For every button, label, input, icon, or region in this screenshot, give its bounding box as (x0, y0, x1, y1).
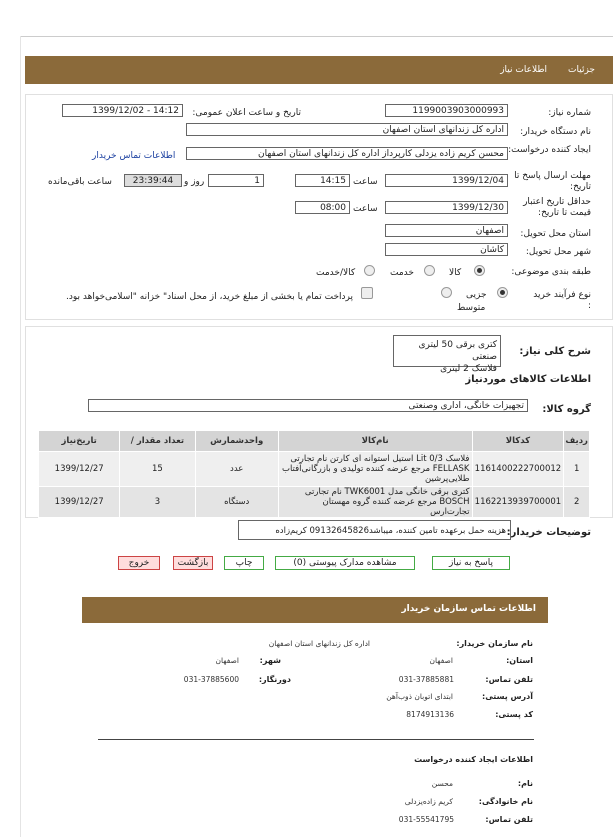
tab-details[interactable]: جزئیات (568, 65, 595, 75)
price-validity-label: حداقل تاریخ اعتبار قیمت تا تاریخ: (523, 197, 591, 218)
row-qty: 15 (120, 452, 195, 487)
table-row (39, 487, 590, 518)
validity-time-label: ساعت (353, 204, 378, 214)
summary-box (393, 335, 501, 374)
summary-label: شرح کلی نیاز: (519, 346, 591, 357)
org-value: اداره کل زندانهای استان اصفهان (268, 639, 370, 648)
contact-title: اطلاعات تماس سازمان خریدار (401, 604, 536, 614)
row-unit: عدد (195, 452, 278, 487)
requester-field: محسن کریم زاده یزدلی کارپرداز اداره کل زندانهای استان اصفهان (186, 147, 508, 160)
payment-note: پرداخت تمام یا بخشی از مبلغ خرید، از محل اسناد" خزانه "اسلامی‌خواهد بود. (65, 292, 353, 302)
col-index: ردیف (564, 431, 590, 452)
phone-value: 031-37885881 (398, 675, 454, 684)
goods-table-header (39, 431, 590, 452)
delivery-province-field: اصفهان (385, 224, 508, 237)
buyer-contact-link[interactable]: اطلاعات تماس خریدار (92, 151, 176, 161)
announce-field: 1399/12/02 - 14:12 (62, 104, 183, 117)
phone-label: تلفن تماس: (485, 675, 533, 684)
delivery-city-label: شهر محل تحویل: (525, 247, 591, 257)
col-qty: تعداد مقدار / (120, 431, 195, 452)
row-name: کتری برقی خانگی مدل TWK6001 نام تجارتی BOSCH مرجع عرضه کننده گروه مهستان تجارت‌ارس (278, 487, 472, 518)
goods-table (38, 430, 590, 518)
contact-header-bar (82, 597, 548, 623)
process-option-minor: جزیی (466, 290, 487, 300)
treasury-payment-checkbox[interactable] (361, 287, 373, 299)
header-bar (25, 56, 613, 84)
category-option-service: خدمت (390, 268, 414, 278)
row-date: 1399/12/27 (39, 487, 120, 518)
remaining-time-field: 23:39:44 (124, 174, 182, 187)
buyer-org-field: اداره کل زندانهای استان اصفهان (186, 123, 508, 136)
col-name: نام‌کالا (278, 431, 472, 452)
family-label: نام خانوادگی: (478, 797, 533, 806)
address-label: آدرس پستی: (482, 692, 533, 701)
table-row (39, 452, 590, 487)
city-label: شهر: (259, 656, 281, 665)
exit-button[interactable]: خروج (118, 556, 160, 570)
category-label: طبقه بندی موضوعی: (511, 267, 591, 277)
reply-deadline-label: مهلت ارسال پاسخ تا تاریخ: (514, 171, 591, 192)
row-name: فلاسک Lit 0/3 استیل استوانه ای کارتن نام تجارتی FELLASK مرجع عرضه کننده تولیدی و بازرگانی‌آفتاب طلایی‌پرشین (278, 452, 472, 487)
row-code: 1161400222700012 (472, 452, 564, 487)
goods-group-label: گروه کالا: (542, 404, 591, 415)
contact-divider (98, 739, 534, 740)
category-option-goods: کالا (449, 268, 462, 278)
tab-need-info[interactable]: اطلاعات نیاز (500, 65, 547, 75)
view-docs-button[interactable]: مشاهده مدارک پیوستی (0) (275, 556, 415, 570)
process-radio-minor[interactable] (497, 287, 508, 298)
row-unit: دستگاه (195, 487, 278, 518)
org-label: نام سازمان خریدار: (456, 639, 533, 648)
category-radio-service[interactable] (424, 265, 435, 276)
need-number-label: شماره نیاز: (548, 108, 591, 118)
row-qty: 3 (120, 487, 195, 518)
category-radio-both[interactable] (364, 265, 375, 276)
province-value: اصفهان (429, 656, 453, 665)
family-value: کریم زاده‌یزدلی (404, 797, 453, 806)
category-radio-goods[interactable] (474, 265, 485, 276)
row-index: 2 (564, 487, 590, 518)
need-number-field: 1199003903000993 (385, 104, 508, 117)
col-code: کدکالا (472, 431, 564, 452)
summary-line-1: کتری برقی 50 لیتری صنعتی (418, 340, 497, 362)
process-radio-medium[interactable] (441, 287, 452, 298)
buyer-notes-box: هزینه حمل برعهده تامین کننده، میباشد09132645826 کریم‌زاده (238, 520, 511, 540)
goods-section-title: اطلاعات کالاهای موردنیاز (465, 374, 591, 385)
validity-date-field: 1399/12/30 (385, 201, 508, 214)
name-label: نام: (517, 779, 533, 788)
print-button[interactable]: چاپ (224, 556, 264, 570)
left-border (20, 36, 21, 837)
city-value: اصفهان (215, 656, 239, 665)
col-date: تاریخ‌نیاز (39, 431, 120, 452)
address-value: ابتدای اتوبان ذوب‌آهن (386, 692, 453, 701)
delivery-province-label: استان محل تحویل: (520, 229, 591, 239)
summary-line-2: فلاسک 2 لیتری (440, 364, 497, 374)
creator-title: اطلاعات ایجاد کننده درخواست (414, 755, 533, 764)
creator-phone-label: تلفن تماس: (485, 815, 533, 824)
creator-phone-value: 031-55541795 (398, 815, 454, 824)
remaining-label: ساعت باقی‌مانده (48, 177, 112, 187)
buyer-notes-label: توضیحات خریدار: (506, 527, 591, 538)
row-index: 1 (564, 452, 590, 487)
goods-group-field: تجهیزات خانگی، اداری وصنعتی (88, 399, 528, 412)
row-date: 1399/12/27 (39, 452, 120, 487)
reply-date-field: 1399/12/04 (385, 174, 508, 187)
buyer-org-label: نام دستگاه خریدار: (520, 127, 591, 137)
col-unit: واحدشمارش (195, 431, 278, 452)
fax-value: 031-37885600 (183, 675, 239, 684)
postal-label: کد پستی: (495, 710, 533, 719)
postal-value: 8174913136 (406, 710, 454, 719)
reply-time-field: 14:15 (295, 174, 350, 187)
validity-time-field: 08:00 (295, 201, 350, 214)
announce-label: تاریخ و ساعت اعلان عمومی: (192, 108, 301, 118)
province-label: استان: (506, 656, 533, 665)
delivery-city-field: کاشان (385, 243, 508, 256)
reply-time-label: ساعت (353, 177, 378, 187)
row-code: 1162213939700001 (472, 487, 564, 518)
reply-button[interactable]: پاسخ به نیاز (432, 556, 510, 570)
back-button[interactable]: بازگشت (173, 556, 213, 570)
fax-label: دورنگار: (258, 675, 291, 684)
category-option-both: کالا/خدمت (316, 268, 356, 278)
days-field: 1 (208, 174, 264, 187)
process-option-medium: متوسط (457, 303, 486, 313)
process-label: نوع فرآیند خرید : (533, 290, 591, 311)
name-value: محسن (431, 779, 453, 788)
days-label: روز و (184, 177, 205, 187)
top-divider (20, 36, 613, 37)
requester-label: ایجاد کننده درخواست: (508, 145, 591, 155)
